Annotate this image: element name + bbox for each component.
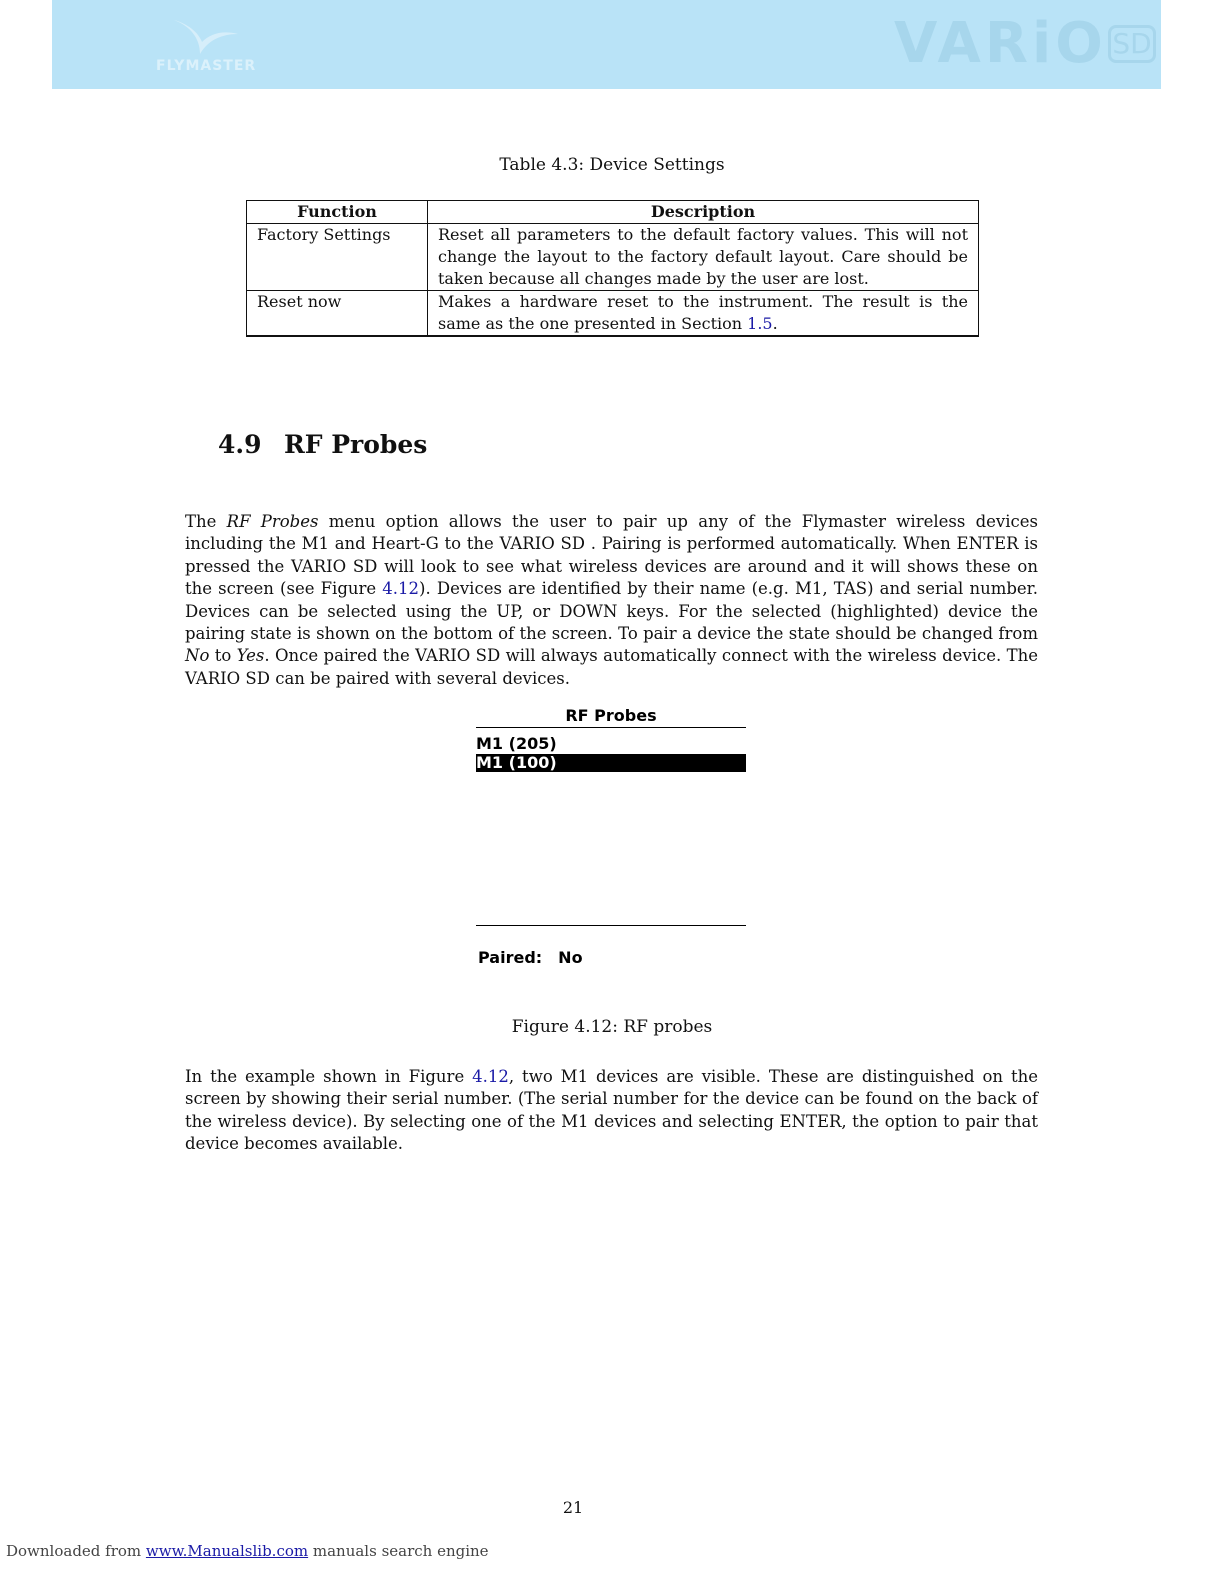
screen-title: RF Probes (565, 706, 657, 725)
text: . Once paired the VARIO SD will always automatically connect with the wireless device. The VARIO SD can be paired with several devices. (185, 646, 1038, 688)
section-number: 4.9 (218, 430, 262, 459)
flymaster-logo (152, 14, 262, 74)
page-number: 21 (562, 1498, 584, 1517)
table-row (247, 224, 979, 291)
text: to (209, 646, 237, 666)
screen-divider (476, 925, 746, 926)
paired-value: No (558, 948, 583, 967)
section-heading (218, 430, 427, 459)
row-function: Reset now (247, 291, 428, 337)
emphasis: No (185, 646, 210, 666)
device-settings-table (246, 200, 979, 337)
device-list-item: M1 (205) (476, 734, 557, 753)
text: In the example shown in Figure (185, 1067, 473, 1086)
footer (6, 1542, 489, 1560)
header-banner (52, 0, 1161, 89)
vario-wordmark: VARiO (894, 11, 1107, 76)
paragraph (185, 511, 1038, 690)
emphasis: RF Probes (226, 512, 319, 531)
device-list-item-selected: M1 (100) (476, 754, 746, 772)
emphasis: Yes (236, 646, 265, 666)
row-description: Reset all parameters to the default factory values. This will not change the layout to the factory default layout. Care should be taken because all changes made by the user are lost. (428, 224, 979, 291)
footer-suffix: manuals search engine (308, 1542, 489, 1560)
section-title-text: RF Probes (284, 430, 428, 459)
paragraph (185, 1066, 1038, 1156)
flymaster-wordmark: FLYMASTER (156, 58, 257, 74)
footer-prefix: Downloaded from (6, 1542, 146, 1560)
table-header-row (247, 201, 979, 224)
device-screen-figure (476, 705, 746, 975)
description-text: Makes a hardware reset to the instrument. The result is the same as the one presented in Section (438, 292, 968, 333)
figure-caption: Figure 4.12: RF probes (511, 1017, 713, 1037)
description-text: . (772, 314, 778, 333)
figure-link[interactable]: 4.12 (382, 579, 420, 599)
header-function: Function (247, 201, 428, 224)
manualslib-link[interactable]: www.Manualslib.com (145, 1542, 309, 1560)
paired-status (478, 948, 583, 967)
section-link[interactable]: 1.5 (747, 314, 773, 333)
text: , two M1 devices are visible. These are distinguished on the screen by showing their serial number. (The serial number for the device can be found on the back of the wireless device). By selecting one of the M1 devices and selecting ENTER, the option to pair that device becomes available. (185, 1067, 1038, 1154)
sd-badge: SD (1108, 25, 1156, 63)
table-caption: Table 4.3: Device Settings (499, 155, 725, 175)
text: The (185, 512, 227, 531)
text: menu option allows the user to pair up any of the Flymaster wireless devices including the M1 and Heart-G to the VARIO SD . Pairing is performed automatically. When ENTER is pressed the VARIO SD will look to see what wireless devices are around and it will shows these on the screen (see Figure (185, 512, 1038, 599)
paired-label: Paired: (478, 948, 543, 967)
table-row (247, 291, 979, 337)
wing-icon (170, 16, 240, 56)
header-description: Description (428, 201, 979, 224)
row-description (428, 291, 979, 337)
screen-divider (476, 727, 746, 728)
figure-link[interactable]: 4.12 (472, 1067, 509, 1086)
row-function: Factory Settings (247, 224, 428, 291)
text: ). Devices are identified by their name (e.g. M1, TAS) and serial number. Devices can be selected using the UP, or DOWN keys. For the selected (highlighted) device the pairing state is shown on the bottom of the screen. To pair a device the state should be changed from (185, 579, 1038, 644)
